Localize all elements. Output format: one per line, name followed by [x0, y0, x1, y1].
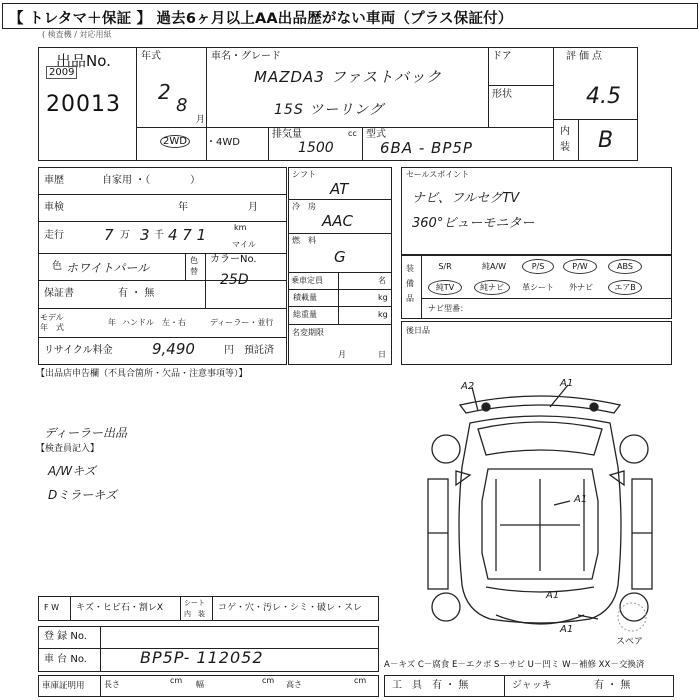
grade-value: 15S ツーリング [274, 102, 384, 118]
mark-a1-rear: A1 [546, 590, 560, 601]
displacement-label: 排気量 [272, 129, 302, 140]
shaken-month: 月 [248, 202, 258, 213]
chassis-value: BP5P- 112052 [140, 648, 264, 667]
year-value: 2 [158, 80, 171, 104]
cert-label: 車庫証明用 [42, 681, 85, 691]
warranty-label: 保証書 [44, 288, 74, 299]
shape-label: 形状 [492, 89, 512, 100]
tool-label: 工 具 [392, 680, 422, 691]
after-frame [401, 321, 672, 365]
name-change-month: 月 [338, 350, 346, 359]
legend: A－キズ C－腐食 E－エクボ S－サビ U－凹ミ W－補修 XX－交換済 [384, 660, 645, 670]
month-value: 8 [176, 95, 188, 116]
month-unit: 月 [196, 115, 206, 125]
color-value: ホワイトパール [66, 261, 150, 275]
fuel-value: G [334, 248, 346, 266]
dealer-note: ディーラー出品 [44, 426, 128, 440]
mileage-rest: 4 7 1 [168, 226, 207, 244]
seat-text: コゲ・穴・汚レ・シミ・破レ・スレ [218, 603, 363, 613]
lot-year-tag: 2009 [46, 66, 77, 79]
interior-value: B [598, 128, 614, 153]
fuel-label: 燃 料 [292, 236, 316, 245]
cert-width-cm: cm [262, 676, 275, 685]
notes-header: 【出品店申告欄（不具合箇所・欠品・注意事項等）】 [36, 369, 248, 379]
rireki-text: 自家用 ・（ ） [102, 175, 201, 186]
jack-value: 有 ・ 無 [594, 680, 631, 691]
model-value: MAZDA3 ファストバック [254, 68, 443, 86]
car-diagram [400, 375, 680, 640]
cert-length-cm: cm [170, 676, 183, 685]
spare-label: スペア [616, 637, 644, 647]
tool-value: 有 ・ 無 [432, 680, 469, 691]
interior-label-1: 内 [560, 126, 570, 137]
grade-score: 4.5 [586, 84, 621, 109]
nenshiki-label: 年式 [141, 51, 161, 62]
grade-label: 評価点 [566, 51, 605, 62]
equip-tv: 純TV [428, 280, 462, 295]
color-change-2: 替 [190, 267, 198, 276]
cert-height-cm: cm [354, 676, 367, 685]
load-unit: kg [378, 293, 388, 302]
shift-value: AT [330, 180, 349, 198]
name-change-label: 名変期限 [292, 328, 324, 337]
sales-line1: ナビ、フルセグTV [412, 191, 520, 206]
shaken-label: 車検 [44, 202, 64, 213]
after-label: 後日品 [406, 326, 430, 335]
name-change-day: 日 [378, 350, 386, 359]
dealer-label: ディーラー・並行 [210, 318, 274, 327]
cert-height: 高さ [286, 680, 302, 689]
banner [2, 3, 698, 29]
door-label: ドア [492, 51, 512, 62]
equip-pw: P/W [563, 259, 597, 274]
equipment-label-2: 備 [406, 279, 414, 288]
sales-label: セールスポイント [406, 170, 470, 179]
mark-a1-top: A1 [560, 378, 574, 389]
recycle-unit: 円 預託済 [224, 345, 274, 356]
equip-navi: 純ナビ [474, 280, 510, 295]
shift-label: シフト [292, 170, 316, 179]
sales-line2: 360°ビューモニター [412, 216, 535, 231]
equip-airbag: エアB [608, 280, 642, 295]
cert-width: 幅 [196, 680, 204, 689]
warranty-value: 有 ・ 無 [118, 288, 155, 299]
color-no-label: カラーNo. [210, 254, 257, 265]
jack-label: ジャッキ [512, 680, 552, 691]
load-label: 積載量 [293, 293, 317, 302]
aircon-label: 冷 房 [292, 202, 316, 211]
subline: ( 検査機 / 対応用紙 [42, 30, 112, 39]
cc-unit: cc [348, 129, 357, 138]
model-year-unit: 年 [108, 318, 116, 327]
note-line1: A/Wキズ [48, 464, 96, 478]
equip-ext-navi: 外ナビ [569, 283, 593, 292]
lot-number: 20013 [46, 92, 121, 117]
model-year-label-2: 年 式 [40, 323, 64, 332]
recycle-label: リサイクル料金 [44, 345, 113, 356]
capacity-unit: 名 [378, 276, 386, 285]
color-change-1: 色 [190, 256, 198, 265]
cert-length: 長さ [104, 680, 120, 689]
color-no-value: 25D [220, 272, 249, 288]
recycle-value: 9,490 [152, 340, 195, 358]
mileage-sen: 3 [140, 226, 150, 244]
km-unit: km [234, 223, 247, 232]
lot-label: 出品No. [56, 52, 111, 70]
navi-type-label: ナビ型番： [428, 304, 468, 313]
seat-label-2: 内 装 [184, 610, 205, 618]
note-line2: Dミラーキズ [48, 488, 118, 502]
cert-frame [38, 675, 379, 697]
inspector-header: 【検査員記入】 [36, 444, 100, 454]
fw-text: キズ・ヒビ石・割レX [76, 603, 163, 613]
drive-2wd: 2WD [160, 136, 190, 148]
model-label: 車名・グレード [211, 51, 281, 62]
model-year-label-1: モデル [40, 313, 64, 322]
chassis-label: 車 台 No. [44, 654, 87, 665]
handle-label: ハンドル 左・右 [122, 318, 186, 327]
displacement-value: 1500 [298, 140, 334, 156]
capacity-label: 乗車定員 [291, 276, 323, 285]
equip-abs: ABS [608, 259, 642, 274]
mark-a1-side: A1 [574, 494, 588, 505]
reg-label: 登 録 No. [44, 631, 87, 642]
interior-label-2: 装 [560, 142, 570, 153]
sen-unit: 千 [154, 230, 164, 241]
fw-label: F W [44, 603, 60, 612]
color-label: 色 [52, 261, 62, 272]
mileage-man: 7 [104, 226, 114, 244]
shaken-year: 年 [178, 202, 188, 213]
sales-frame [401, 167, 672, 255]
equip-ps: P/S [522, 259, 554, 274]
type-label: 型式 [366, 129, 386, 140]
equip-純aw: 純A/W [481, 262, 507, 271]
equipment-label-1: 装 [406, 264, 414, 273]
mark-a2: A2 [461, 381, 475, 392]
aircon-value: AAC [322, 212, 353, 230]
drive-4wd: ・4WD [206, 137, 240, 148]
equipment-label-3: 品 [406, 294, 414, 303]
mileage-label: 走行 [44, 230, 64, 241]
weight-unit: kg [378, 310, 388, 319]
seat-label-1: シート [184, 599, 205, 607]
weight-label: 総重量 [293, 310, 317, 319]
equip-leather: 革シート [522, 283, 554, 292]
type-value: 6BA - BP5P [380, 139, 473, 157]
banner-text: 【 トレタマ＋保証 】 過去6ヶ月以上AA出品歴がない車両（プラス保証付） [9, 11, 513, 27]
man-unit: 万 [120, 230, 130, 241]
mile-unit: マイル [232, 240, 256, 249]
equip-sr: S/R [438, 262, 452, 271]
rireki-label: 車歴 [44, 175, 64, 186]
mark-a1-bottom: A1 [560, 624, 574, 635]
